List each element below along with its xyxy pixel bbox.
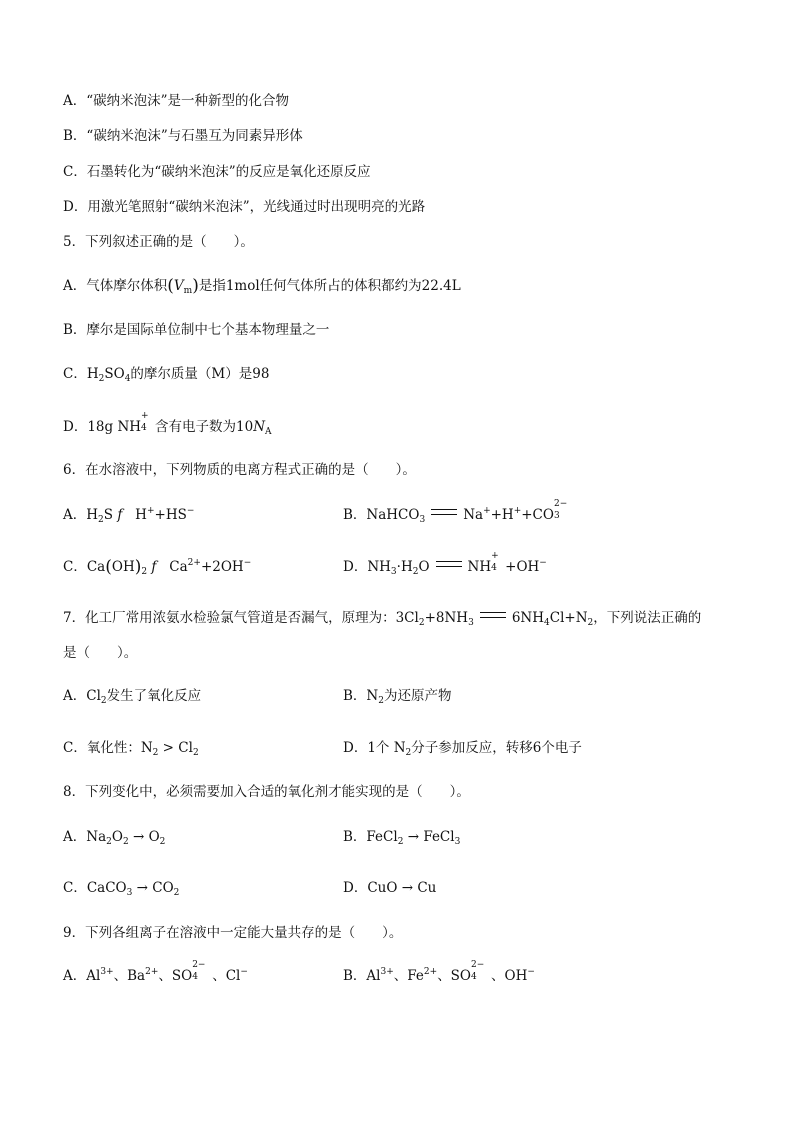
- q4-option-d: D．用激光笔照射“碳纳米泡沫”，光线通过时出现明亮的光路: [63, 199, 426, 215]
- q6-option-c-prefix: C．: [63, 559, 87, 575]
- q7-option-d: D．1个 $N_2$分子参加反应，转移6个电子: [343, 740, 582, 758]
- q6-option-b-prefix: B．: [343, 507, 367, 523]
- q8-stem: 8．下列变化中，必须需要加入合适的氧化剂才能实现的是（ ）。: [63, 784, 470, 800]
- q9-stem: 9．下列各组离子在溶液中一定能大量共存的是（ ）。: [63, 925, 403, 941]
- q8-option-a: A．$Na_2O_2 \to O_2$: [63, 829, 166, 847]
- q7-option-b: B．$N_2$为还原产物: [343, 688, 452, 706]
- q5-option-c-suffix: 的摩尔质量（M）是98: [130, 366, 270, 382]
- q5-option-d-mid: 含有电子数为10: [155, 419, 254, 435]
- q5-option-b: B．摩尔是国际单位制中七个基本物理量之一: [63, 322, 330, 338]
- q9-option-a-prefix: A．: [63, 968, 87, 984]
- q8-option-c: C．CaCO$_3$ → $CO_2$: [63, 880, 180, 898]
- q7-stem-part-1: 7．化工厂常用浓氨水检验氯气管道是否漏气，原理为：: [63, 610, 396, 626]
- q8-option-d-prefix: D．: [343, 880, 368, 896]
- q7-option-c-prefix: C．氧化性：: [63, 740, 141, 756]
- q7-option-d-suffix: 分子参加反应，转移6个电子: [411, 740, 582, 756]
- q6-option-b: B．NaHCO$_3$ Na++H++CO 2− 3: [343, 499, 568, 525]
- q5-option-d-prefix: D．18g: [63, 419, 114, 435]
- q5-option-a-suffix: 是指1mol任何气体所占的体积都约为22.4L: [198, 278, 461, 294]
- q5-option-d: D．18g NH + 4 含有电子数为$10N_A$: [63, 411, 272, 437]
- q8-option-b-prefix: B．: [343, 829, 367, 845]
- q7-option-b-prefix: B．: [343, 688, 367, 704]
- q8-option-b: B．FeCl$_2$ → FeCl$_3$: [343, 829, 461, 847]
- q7-option-a-prefix: A．: [63, 688, 87, 704]
- q7-option-d-prefix: D．1个: [343, 740, 390, 756]
- q7-stem-part-2: ，下列说法正确的: [593, 610, 702, 626]
- q9-option-b-prefix: B．: [343, 968, 367, 984]
- q8-option-d: D．CuO → Cu: [343, 880, 437, 896]
- q6-stem: 6．在水溶液中，下列物质的电离方程式正确的是（ ）。: [63, 462, 416, 478]
- q8-option-a-prefix: A．: [63, 829, 87, 845]
- q7-option-c: C．氧化性：$N_2 > Cl_2$: [63, 740, 199, 758]
- q4-option-b: B．“碳纳米泡沫”与石墨互为同素异形体: [63, 128, 303, 144]
- q6-option-d: D．$NH_3\cdot H_2O$ NH + 4 +OH−: [343, 551, 547, 577]
- q5-option-c: C．$H_2SO_4$的摩尔质量（M）是98: [63, 366, 270, 384]
- q4-option-c: C．石墨转化为“碳纳米泡沫”的反应是氧化还原反应: [63, 164, 371, 180]
- q8-option-c-prefix: C．: [63, 880, 87, 896]
- q9-option-a: A．$Al^{3+}$、$Ba^{2+}$、SO 2− 4 、Cl−: [63, 960, 248, 984]
- q5-option-c-prefix: C．: [63, 366, 87, 382]
- q6-option-c: C．$Ca(OH)_2$ f $Ca^{2+}+2OH^-$: [63, 557, 252, 577]
- q5-stem: 5．下列叙述正确的是（ ）。: [63, 234, 254, 250]
- q5-option-a: A．气体摩尔体积$(V_m)$是指1mol任何气体所占的体积都约为22.4L: [63, 276, 461, 296]
- q7-option-a-suffix: 发生了氧化反应: [106, 688, 202, 704]
- q5-option-a-prefix: A．气体摩尔体积: [63, 278, 168, 294]
- q7-option-b-suffix: 为还原产物: [383, 688, 452, 704]
- q7-stem: 7．化工厂常用浓氨水检验氯气管道是否漏气，原理为：$3Cl_2+8NH_3$ $6NH_4Cl+N_2$，下列说法正确的: [63, 610, 702, 628]
- q7-option-a: A．$Cl_2$发生了氧化反应: [63, 688, 202, 706]
- q9-option-b: B．$Al^{3+}$、$Fe^{2+}$、SO 2− 4 、OH−: [343, 960, 535, 984]
- q6-option-d-prefix: D．: [343, 559, 368, 575]
- q4-option-a: A．“碳纳米泡沫”是一种新型的化合物: [63, 93, 290, 109]
- q6-option-a-prefix: A．: [63, 507, 87, 523]
- q6-option-a: A．$H_2S$ f H++HS−: [63, 506, 195, 525]
- q7-stem-cont: 是（ ）。: [63, 645, 138, 661]
